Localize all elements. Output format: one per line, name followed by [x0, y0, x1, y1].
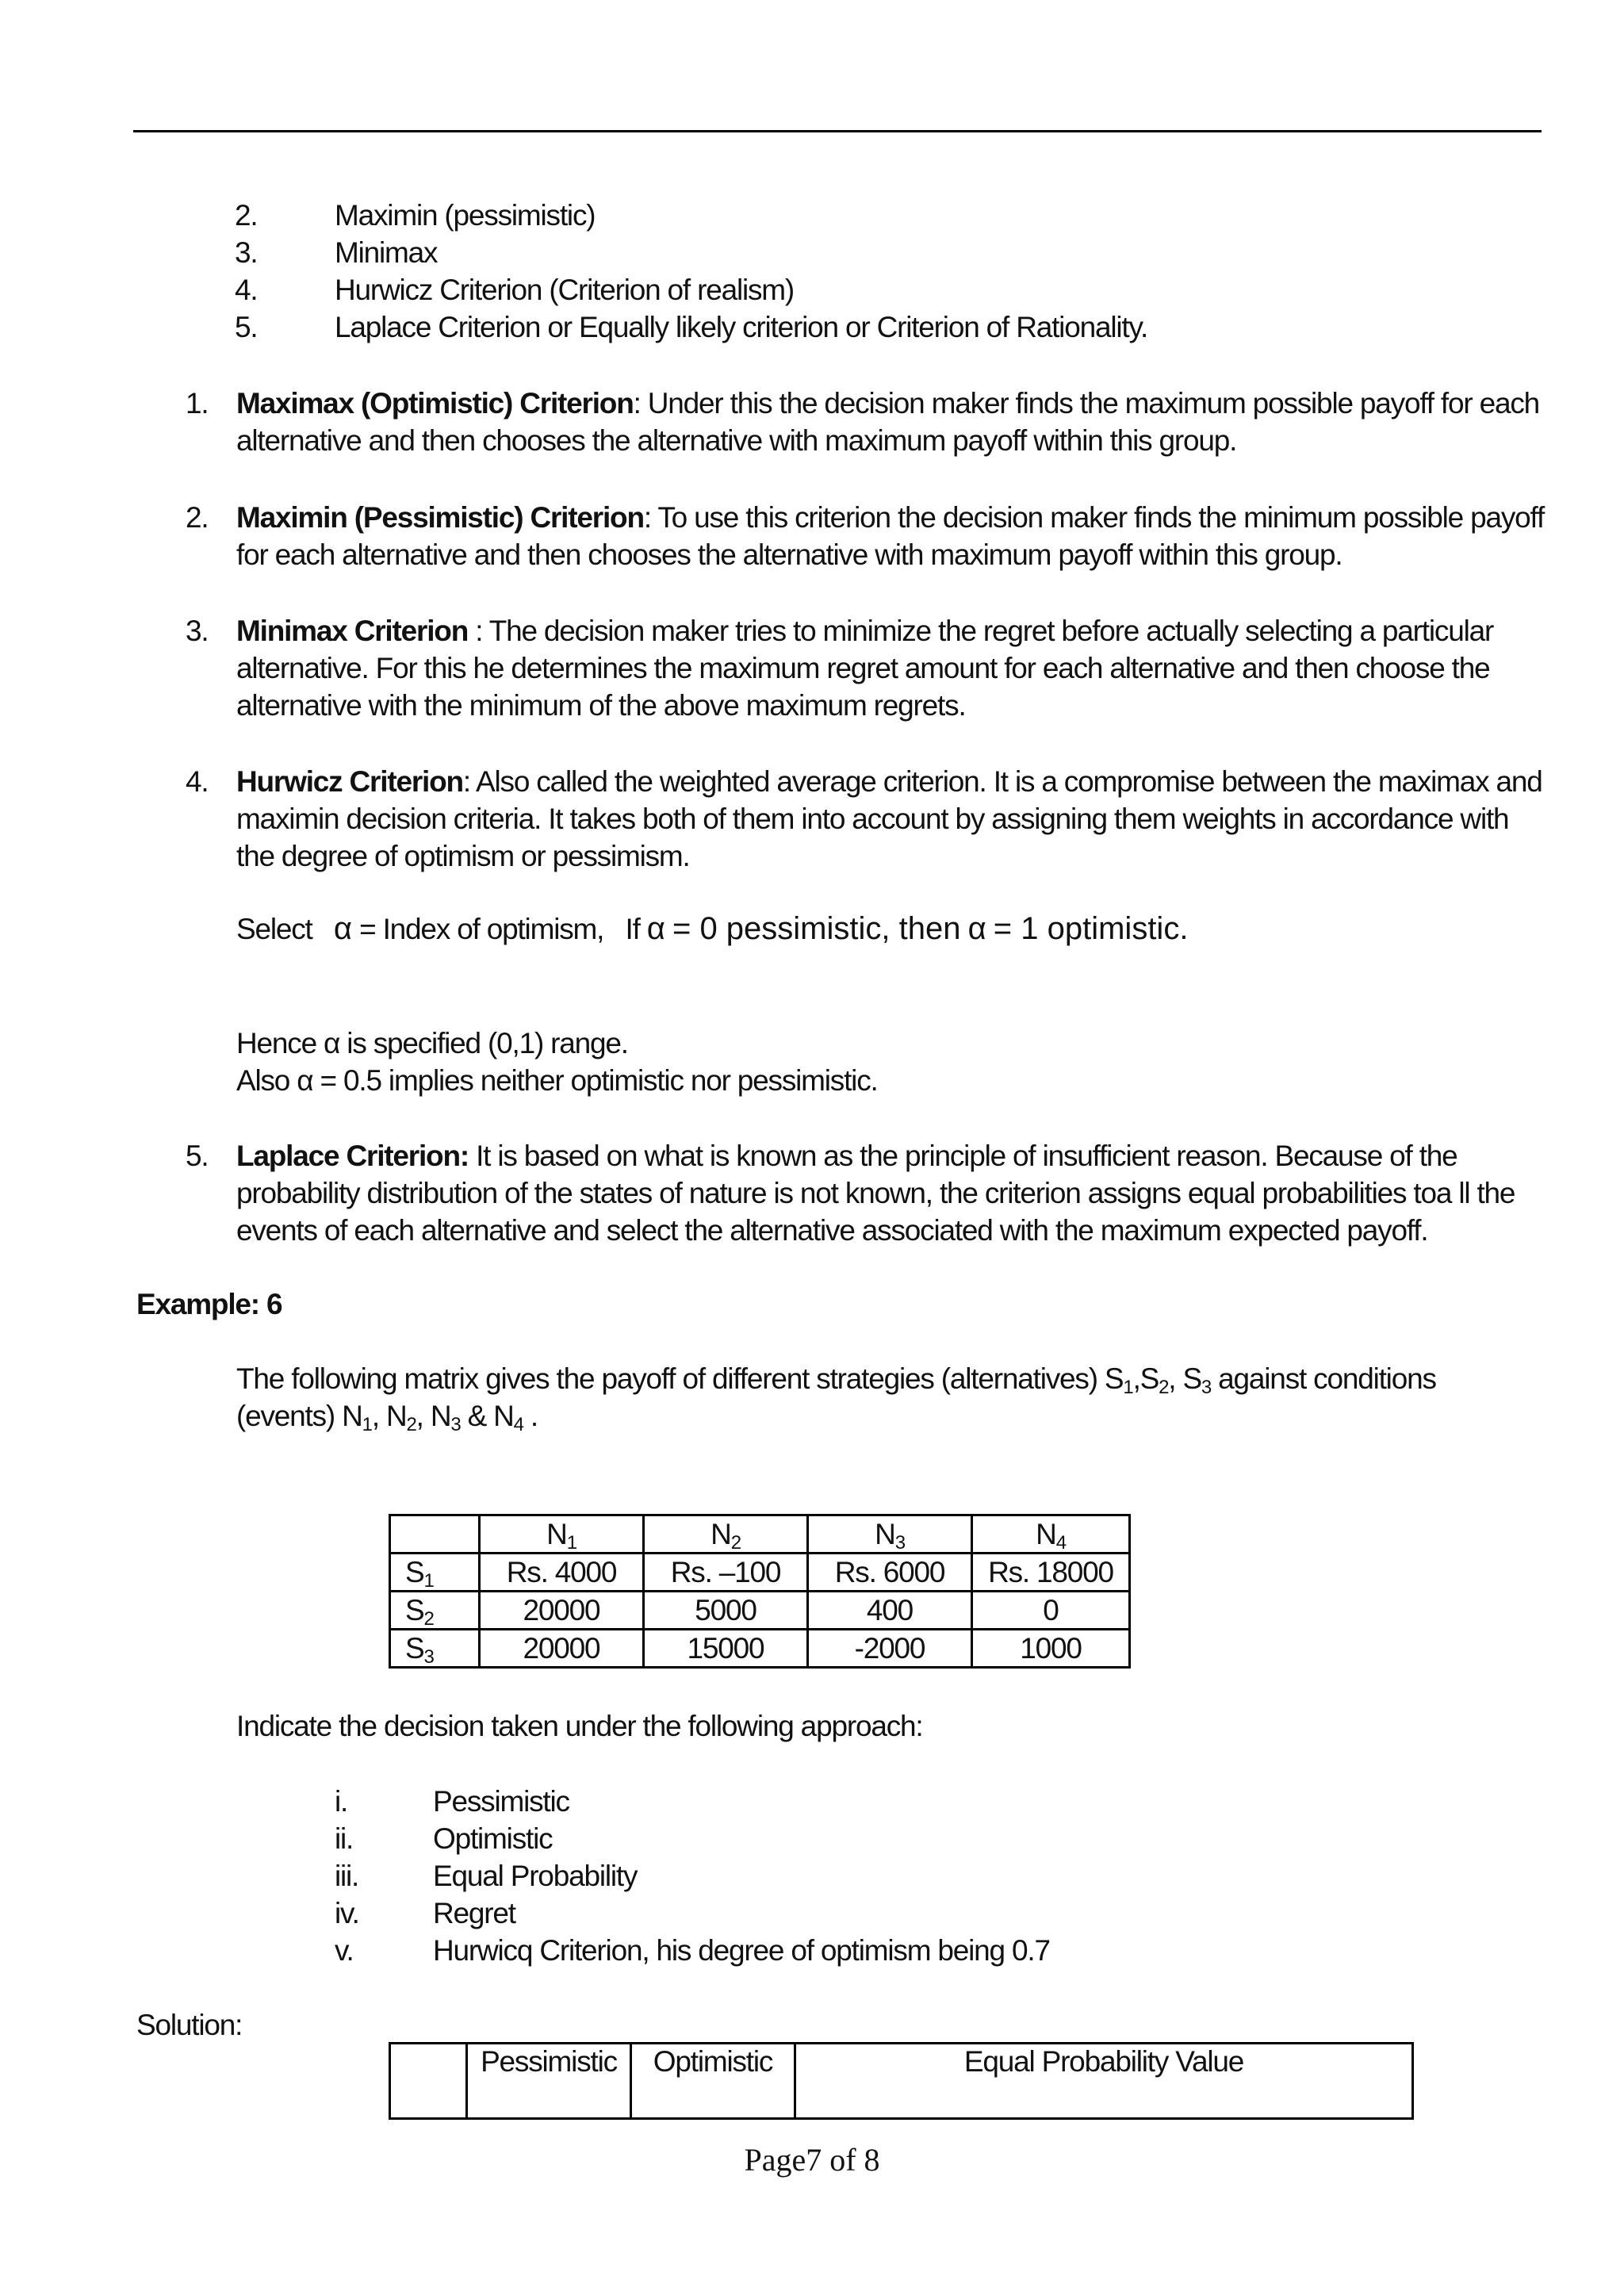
definition-title: Maximin (Pessimistic) Criterion: [236, 501, 644, 534]
column-header: $N_2$: [644, 1515, 808, 1554]
example-heading: Example: 6: [136, 1288, 282, 1320]
table-header-row: [390, 1515, 1130, 1554]
column-header: $N_3$: [808, 1515, 972, 1554]
table-cell: Rs. 18000: [972, 1554, 1130, 1592]
row-header: $S_2$: [390, 1592, 480, 1630]
row-header: $S_3$: [390, 1630, 480, 1668]
definition-title: Hurwicz Criterion: [236, 765, 463, 798]
column-header: Equal Probability Value: [795, 2044, 1413, 2119]
column-header: $N_4$: [972, 1515, 1130, 1554]
row-header: $S_1$: [390, 1554, 480, 1592]
column-header: [390, 2044, 467, 2119]
page-number: Page7 of 8: [744, 2142, 880, 2178]
definition-text: Also called the weighted average criterion. It is a compromise between the maximax and maximin decision criteria. It takes both of them into account by assigning them weights in accordance with the degree of optimism or pessimism.: [236, 765, 1542, 872]
table-cell: 20000: [480, 1592, 644, 1630]
alpha-neutral: Also α = 0.5 implies neither optimistic nor pessimistic.: [236, 1064, 878, 1097]
column-header: Pessimistic: [467, 2044, 631, 2119]
payoff-table: [389, 1514, 1131, 1669]
table-row: [390, 1554, 1130, 1592]
table-row: [390, 1630, 1130, 1668]
table-cell: 1000: [972, 1630, 1130, 1668]
table-cell: -2000: [808, 1630, 972, 1668]
column-header: $N_1$: [480, 1515, 644, 1554]
example-intro-line1: The following matrix gives the payoff of different strategies (alternatives) $S_1,S_2$, $S_3$ against conditions: [236, 1362, 1436, 1398]
column-header: Optimistic: [631, 2044, 795, 2119]
definition-text: Under this the decision maker finds the maximum possible payoff for each alternative and then chooses the alternative with maximum payoff within this group.: [236, 387, 1540, 457]
definition-text: To use this criterion the decision maker finds the minimum possible payoff for each alternative and then chooses the alternative with maximum payoff within this group.: [236, 501, 1545, 571]
alpha-range: Hence α is specified (0,1) range.: [236, 1027, 628, 1059]
definition-title: Maximax (Optimistic) Criterion: [236, 387, 634, 420]
table-cell: 20000: [480, 1630, 644, 1668]
definition-title: Minimax Criterion: [236, 615, 469, 647]
table-cell: 0: [972, 1592, 1130, 1630]
alpha-definition: Select α = Index of optimism, If α = 0 pessimistic, then α = 1 optimistic.: [236, 911, 1189, 946]
definition-text: It is based on what is known as the principle of insufficient reason. Because of the probability distribution of the states of nature is not known, the criterion assigns equal probabilities toa ll the events of each alternative and select the alternative associated with the maximum expected payoff.: [236, 1140, 1515, 1247]
table-row: [390, 1592, 1130, 1630]
table-cell: Rs. 6000: [808, 1554, 972, 1592]
instruction-text: Indicate the decision taken under the following approach:: [236, 1710, 923, 1742]
header-rule: [133, 130, 1542, 132]
table-cell: 5000: [644, 1592, 808, 1630]
example-intro-line2: (events) $N_1$, $N_2$, $N_3$ & $N_4$ .: [236, 1400, 538, 1435]
table-header-row: [390, 2044, 1413, 2119]
definition-text: The decision maker tries to minimize the regret before actually selecting a particular alternative. For this he determines the maximum regret amount for each alternative and then choose the alternative with the minimum of the above maximum regrets.: [236, 615, 1494, 722]
definition-title: Laplace Criterion:: [236, 1140, 469, 1172]
solution-table: [389, 2042, 1414, 2120]
table-cell: 400: [808, 1592, 972, 1630]
table-cell: 15000: [644, 1630, 808, 1668]
table-cell: Rs. –100: [644, 1554, 808, 1592]
table-cell: Rs. 4000: [480, 1554, 644, 1592]
solution-label: Solution:: [136, 2009, 243, 2041]
